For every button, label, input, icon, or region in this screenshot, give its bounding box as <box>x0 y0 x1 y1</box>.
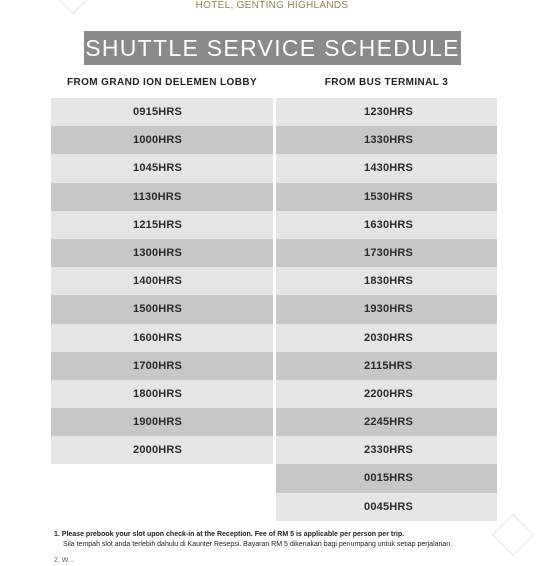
lobby-departure-times <box>51 98 273 464</box>
time-row: 2330HRS <box>276 436 497 464</box>
time-row: 0015HRS <box>276 464 497 492</box>
time-row: 1930HRS <box>276 295 497 323</box>
time-row: 1700HRS <box>51 352 273 380</box>
time-row: 2030HRS <box>276 324 497 352</box>
time-row: 1900HRS <box>51 408 273 436</box>
footnotes <box>54 530 524 566</box>
column-heading-terminal: FROM BUS TERMINAL 3 <box>324 77 449 88</box>
time-row: 1500HRS <box>51 295 273 323</box>
time-row: 1600HRS <box>51 324 273 352</box>
time-row: 1300HRS <box>51 239 273 267</box>
note-1-english: 1. Please prebook your slot upon check-in at the Reception. Fee of RM 5 is applicable per person per trip. <box>54 531 405 538</box>
time-row: 1230HRS <box>276 98 497 126</box>
terminal-departure-times <box>276 98 497 521</box>
time-row: 1130HRS <box>51 183 273 211</box>
schedule-title: SHUTTLE SERVICE SCHEDULE <box>84 31 461 65</box>
time-row: 2115HRS <box>276 352 497 380</box>
time-row: 2200HRS <box>276 380 497 408</box>
time-row: 1000HRS <box>51 126 273 154</box>
time-row: 1430HRS <box>276 154 497 182</box>
time-row: 0045HRS <box>276 493 497 521</box>
time-row: 0915HRS <box>51 98 273 126</box>
time-row: 1215HRS <box>51 211 273 239</box>
time-row: 1530HRS <box>276 183 497 211</box>
time-row: 1045HRS <box>51 154 273 182</box>
column-heading-lobby: FROM GRAND ION DELEMEN LOBBY <box>66 77 258 88</box>
note-1-malay: Sila tempah slot anda terlebih dahulu di Kaunter Resepsi. Bayaran RM 5 dikenakan bagi penumpang untuk setiap perjalanan. <box>63 541 453 548</box>
hotel-name-line: HOTEL, GENTING HIGHLANDS <box>195 0 349 11</box>
time-row: 1400HRS <box>51 267 273 295</box>
note-2-partial: 2. W... <box>54 557 74 564</box>
time-row: 1330HRS <box>276 126 497 154</box>
time-row: 1800HRS <box>51 380 273 408</box>
time-row: 2245HRS <box>276 408 497 436</box>
time-row: 2000HRS <box>51 436 273 464</box>
time-row: 1730HRS <box>276 239 497 267</box>
time-row: 1830HRS <box>276 267 497 295</box>
time-row: 1630HRS <box>276 211 497 239</box>
